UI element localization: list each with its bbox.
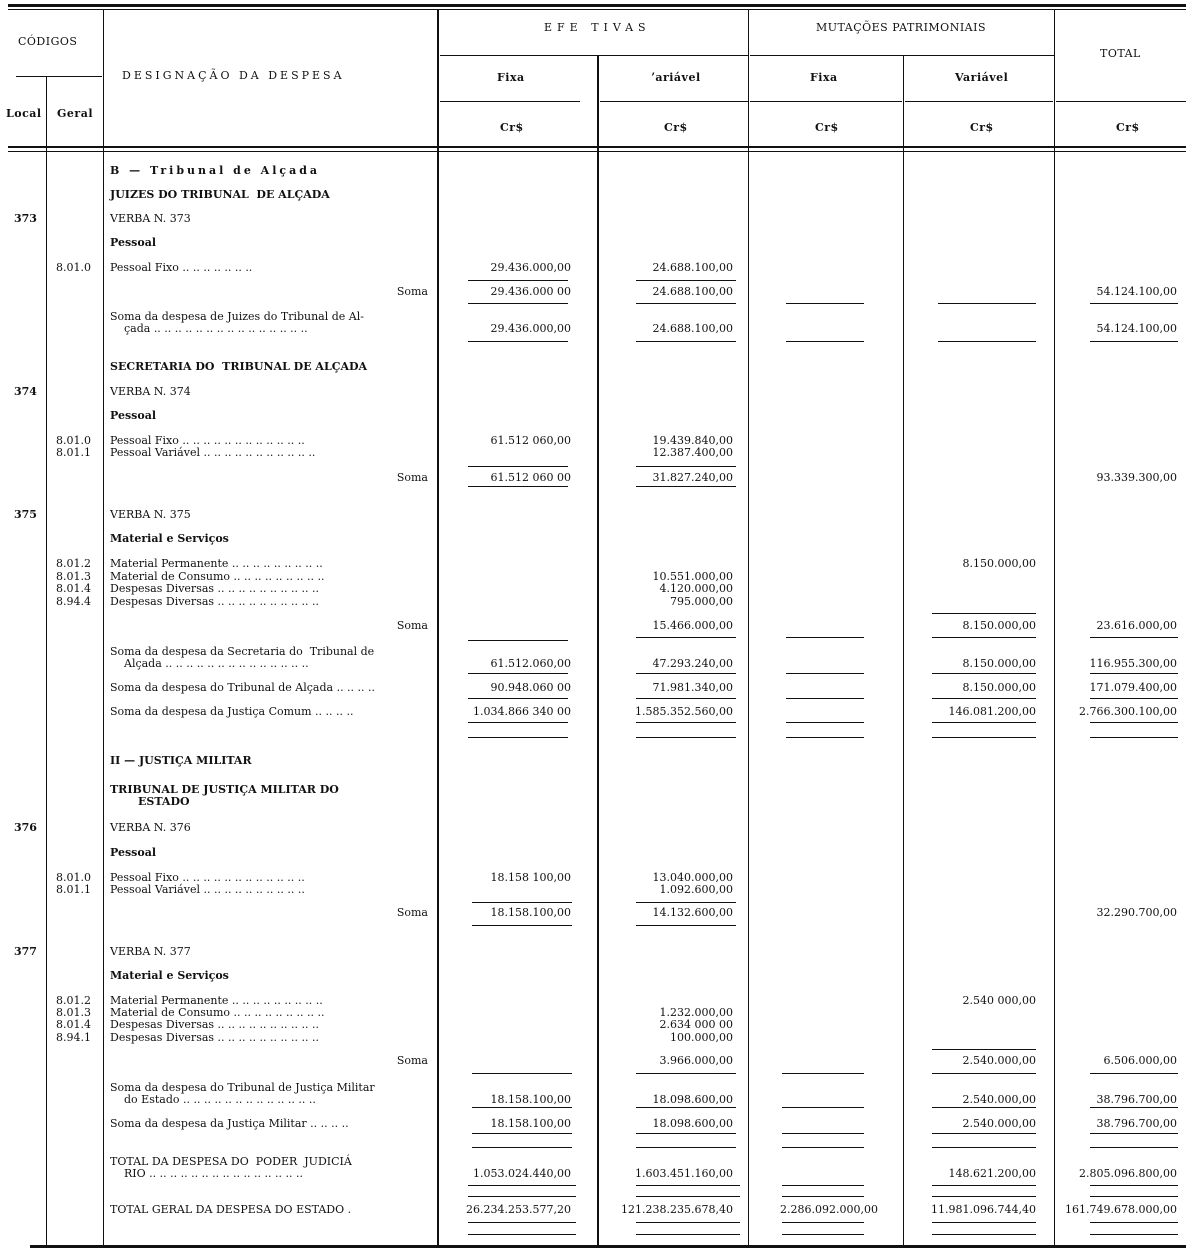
sum-rule: [468, 466, 568, 467]
sum-rule: [938, 303, 1036, 304]
subhead-rule-4: [905, 101, 1053, 102]
row-geral-code: 8.01.4: [56, 582, 91, 595]
row-description: VERBA N. 374: [110, 385, 191, 398]
sum-rule: [786, 637, 864, 638]
row-value-total: 93.339.300,00: [1096, 471, 1177, 484]
sum-rule: [636, 486, 736, 487]
row-value-total: 38.796.700,00: [1096, 1093, 1177, 1106]
sum-rule: [782, 1222, 864, 1223]
mutacoes-rule: [750, 55, 1054, 56]
sum-rule: [786, 737, 864, 738]
sum-rule: [636, 1073, 736, 1074]
sum-rule: [782, 1196, 864, 1197]
row-description-cont: çada .. .. .. .. .. .. .. .. .. .. .. .. .. .. ..: [124, 322, 308, 335]
row-local-code: 373: [14, 212, 37, 225]
row-geral-code: 8.01.1: [56, 446, 91, 459]
row-description: Soma da despesa do Tribunal de Justiça Militar: [110, 1081, 375, 1094]
sum-rule: [472, 925, 572, 926]
sum-rule: [938, 341, 1036, 342]
codigos-rule: [16, 76, 102, 77]
row-value-var: 1.092.600,00: [659, 883, 733, 896]
row-description: II — JUSTIÇA MILITAR: [110, 754, 252, 767]
row-value-var: 1.603.451.160,00: [635, 1167, 733, 1180]
row-value-var: 18.098.600,00: [652, 1117, 733, 1130]
sum-rule: [636, 1147, 736, 1148]
sum-rule: [782, 1107, 864, 1108]
sum-rule: [932, 1073, 1036, 1074]
header-mutacoes: MUTAÇÕES PATRIMONIAIS: [816, 21, 986, 34]
row-value-var: 4.120.000,00: [659, 582, 733, 595]
sum-rule: [636, 466, 736, 467]
row-value-mvar: 8.150.000,00: [962, 557, 1036, 570]
sum-rule: [468, 341, 568, 342]
sum-rule: [1090, 1107, 1178, 1108]
sum-rule: [1090, 1185, 1178, 1186]
row-description: Soma: [396, 619, 428, 632]
row-value-total: 2.805.096.800,00: [1079, 1167, 1177, 1180]
row-description: Despesas Diversas .. .. .. .. .. .. .. .. .. ..: [110, 1018, 319, 1031]
row-description: Despesas Diversas .. .. .. .. .. .. .. .. .. ..: [110, 1031, 319, 1044]
row-description: Material de Consumo .. .. .. .. .. .. .. .. ..: [110, 1006, 325, 1019]
top-rule: [8, 4, 1186, 7]
row-description: Material de Consumo .. .. .. .. .. .. .. .. ..: [110, 570, 325, 583]
row-value-fixa: 29.436.000,00: [490, 322, 571, 335]
row-description: VERBA N. 377: [110, 945, 191, 958]
sum-rule: [932, 613, 1036, 614]
sum-rule: [636, 925, 736, 926]
sum-rule: [1090, 303, 1178, 304]
row-value-mvar: 8.150.000,00: [962, 657, 1036, 670]
row-local-code: 376: [14, 821, 37, 834]
row-value-fixa: 1.034.866 340 00: [473, 705, 571, 718]
row-geral-code: 8.01.3: [56, 1006, 91, 1019]
row-local-code: 374: [14, 385, 37, 398]
row-value-fixa: 18.158.100,00: [490, 1117, 571, 1130]
row-description: Pessoal Variável .. .. .. .. .. .. .. .. .. .. ..: [110, 446, 316, 459]
row-value-var: 14.132.600,00: [652, 906, 733, 919]
sum-rule: [468, 280, 568, 281]
row-description: Material e Serviços: [110, 532, 229, 545]
sum-rule: [932, 1133, 1036, 1134]
row-description: Soma da despesa da Justiça Militar .. .. .. ..: [110, 1117, 349, 1130]
row-value-total: 54.124.100,00: [1096, 285, 1177, 298]
header-codigos: CÓDIGOS: [18, 35, 78, 48]
sum-rule: [1090, 1133, 1178, 1134]
row-value-mvar: 2.540.000,00: [962, 1093, 1036, 1106]
sum-rule: [932, 1222, 1036, 1223]
row-value-total: 161.749.678.000,00: [1065, 1203, 1177, 1216]
row-value-fixa: 29.436.000,00: [490, 261, 571, 274]
sum-rule: [636, 1222, 740, 1223]
sum-rule: [636, 1196, 740, 1197]
col-line-mvar: [1054, 10, 1055, 1246]
row-value-var: 10.551.000,00: [652, 570, 733, 583]
row-geral-code: 8.01.0: [56, 261, 91, 274]
row-description: Material Permanente .. .. .. .. .. .. .. .. ..: [110, 557, 323, 570]
row-value-var: 12.387.400,00: [652, 446, 733, 459]
row-description: B — Tribunal de Alçada: [110, 164, 321, 177]
row-description: Soma da despesa da Justiça Comum .. .. .. ..: [110, 705, 354, 718]
row-value-var: 71.981.340,00: [652, 681, 733, 694]
sum-rule: [636, 737, 736, 738]
row-description: Soma: [396, 285, 428, 298]
sum-rule: [468, 1185, 576, 1186]
row-description: TOTAL DA DESPESA DO PODER JUDICIÁ: [110, 1155, 352, 1168]
bottom-rule: [30, 1245, 1186, 1248]
sum-rule: [932, 1185, 1036, 1186]
row-description: TOTAL GERAL DA DESPESA DO ESTADO .: [110, 1203, 352, 1216]
sum-rule: [1090, 1147, 1178, 1148]
row-value-mvar: 146.081.200,00: [948, 705, 1036, 718]
row-description: Pessoal: [110, 409, 157, 422]
row-value-mvar: 148.621.200,00: [948, 1167, 1036, 1180]
sum-rule: [1090, 722, 1178, 723]
row-description-cont: Alçada .. .. .. .. .. .. .. .. .. .. .. .. .. ..: [124, 657, 309, 670]
row-value-fixa: 18.158.100,00: [490, 1093, 571, 1106]
row-description: Soma: [396, 906, 428, 919]
row-value-fixa: 18.158.100,00: [490, 906, 571, 919]
row-geral-code: 8.94.4: [56, 595, 91, 608]
row-description: Pessoal: [110, 236, 157, 249]
sum-rule: [468, 673, 568, 674]
row-value-fixa: 90.948.060 00: [490, 681, 571, 694]
sum-rule: [786, 673, 864, 674]
row-geral-code: 8.01.2: [56, 557, 91, 570]
row-value-var: 31.827.240,00: [652, 471, 733, 484]
sum-rule: [1090, 1234, 1178, 1235]
row-value-var: 15.466.000,00: [652, 619, 733, 632]
row-description: Soma: [396, 471, 428, 484]
sum-rule: [468, 698, 568, 699]
sum-rule: [636, 902, 736, 903]
sum-rule: [636, 303, 736, 304]
row-value-var: 1.585.352.560,00: [635, 705, 733, 718]
row-description: JUIZES DO TRIBUNAL DE ALÇADA: [110, 188, 330, 201]
row-description: Material Permanente .. .. .. .. .. .. .. .. ..: [110, 994, 323, 1007]
row-description: Material e Serviços: [110, 969, 229, 982]
header-local: Local: [6, 107, 42, 120]
row-local-code: 377: [14, 945, 37, 958]
sum-rule: [786, 303, 864, 304]
row-value-mvar: 2.540 000,00: [962, 994, 1036, 1007]
subhead-rule-3: [750, 101, 902, 102]
sum-rule: [932, 1234, 1036, 1235]
sum-rule: [1090, 341, 1178, 342]
sum-rule: [932, 698, 1036, 699]
row-description: Pessoal: [110, 846, 157, 859]
sum-rule: [782, 1185, 864, 1186]
row-value-mvar: 11.981.096.744,40: [931, 1203, 1036, 1216]
row-description: VERBA N. 376: [110, 821, 191, 834]
sum-rule: [932, 722, 1036, 723]
header-currency-5: Cr$: [1116, 121, 1140, 134]
sum-rule: [932, 637, 1036, 638]
row-geral-code: 8.01.4: [56, 1018, 91, 1031]
row-value-fixa: 1.053.024.440,00: [473, 1167, 571, 1180]
row-value-var: 24.688.100,00: [652, 322, 733, 335]
sum-rule: [636, 637, 736, 638]
sum-rule: [932, 1196, 1036, 1197]
col-line-geral: [103, 10, 104, 1246]
row-geral-code: 8.01.2: [56, 994, 91, 1007]
row-value-fixa: 18.158 100,00: [490, 871, 571, 884]
row-value-var: 24.688.100,00: [652, 261, 733, 274]
header-currency-2: Cr$: [664, 121, 688, 134]
sum-rule: [932, 1147, 1036, 1148]
sum-rule: [472, 902, 572, 903]
sum-rule: [932, 1107, 1036, 1108]
row-value-total: 2.766.300.100,00: [1079, 705, 1177, 718]
sum-rule: [636, 341, 736, 342]
row-description: TRIBUNAL DE JUSTIÇA MILITAR DO: [110, 783, 339, 796]
sum-rule: [468, 640, 568, 641]
sum-rule: [472, 1133, 572, 1134]
row-local-code: 375: [14, 508, 37, 521]
sum-rule: [468, 1222, 576, 1223]
sum-rule: [1090, 1073, 1178, 1074]
sum-rule: [468, 1196, 576, 1197]
sum-rule: [1090, 737, 1178, 738]
subhead-rule-2: [600, 101, 748, 102]
header-efetivas: EFE TIVAS: [544, 21, 651, 34]
row-description: Pessoal Fixo .. .. .. .. .. .. .. .. .. .. .. ..: [110, 434, 305, 447]
sum-rule: [636, 1133, 736, 1134]
row-value-mvar: 8.150.000,00: [962, 681, 1036, 694]
sum-rule: [636, 673, 736, 674]
row-description: Soma da despesa de Juizes do Tribunal de Al-: [110, 310, 364, 323]
sum-rule: [782, 1073, 864, 1074]
row-value-var: 13.040.000,00: [652, 871, 733, 884]
row-geral-code: 8.01.0: [56, 871, 91, 884]
row-value-mfixa: 2.286.092.000,00: [780, 1203, 878, 1216]
row-description: Soma da despesa da Secretaria do Tribunal de: [110, 645, 375, 658]
row-value-var: 795.000,00: [670, 595, 733, 608]
row-value-total: 38.796.700,00: [1096, 1117, 1177, 1130]
sum-rule: [468, 722, 568, 723]
header-fixa-efetivas: Fixa: [497, 71, 525, 84]
row-description-cont: ESTADO: [138, 795, 190, 808]
sum-rule: [472, 1073, 572, 1074]
sum-rule: [932, 1049, 1036, 1050]
header-total: TOTAL: [1100, 47, 1141, 60]
row-value-var: 24.688.100,00: [652, 285, 733, 298]
sum-rule: [636, 1107, 736, 1108]
header-variavel-mutacoes: Variável: [955, 71, 1009, 84]
row-description: SECRETARIA DO TRIBUNAL DE ALÇADA: [110, 360, 368, 373]
row-value-total: 171.079.400,00: [1089, 681, 1177, 694]
header-geral: Geral: [57, 107, 93, 120]
row-description: Pessoal Variável .. .. .. .. .. .. .. .. .. ..: [110, 883, 305, 896]
row-value-mvar: 2.540.000,00: [962, 1054, 1036, 1067]
sum-rule: [782, 1147, 864, 1148]
row-value-total: 116.955.300,00: [1089, 657, 1177, 670]
row-description: VERBA N. 375: [110, 508, 191, 521]
row-value-total: 32.290.700,00: [1096, 906, 1177, 919]
col-line-local: [46, 76, 47, 1246]
row-geral-code: 8.94.1: [56, 1031, 91, 1044]
row-description: Pessoal Fixo .. .. .. .. .. .. ..: [110, 261, 253, 274]
col-line-mfixa: [903, 56, 904, 1246]
header-designacao: DESIGNAÇÃO DA DESPESA: [122, 69, 345, 82]
row-description: VERBA N. 373: [110, 212, 191, 225]
header-fixa-mutacoes: Fixa: [810, 71, 838, 84]
col-line-var: [748, 10, 749, 1246]
sum-rule: [1090, 637, 1178, 638]
row-value-var: 121.238.235.678,40: [621, 1203, 733, 1216]
sum-rule: [468, 303, 568, 304]
row-value-var: 18.098.600,00: [652, 1093, 733, 1106]
row-description: Pessoal Fixo .. .. .. .. .. .. .. .. .. .. .. ..: [110, 871, 305, 884]
row-value-var: 2.634 000 00: [659, 1018, 733, 1031]
col-line-fixa: [597, 56, 599, 1246]
row-value-var: 100.000,00: [670, 1031, 733, 1044]
header-variavel-efetivas: ʼariável: [651, 71, 701, 84]
header-currency-1: Cr$: [500, 121, 524, 134]
col-line-desc: [437, 10, 439, 1246]
row-description: Soma da despesa do Tribunal de Alçada .. .. .. ..: [110, 681, 376, 694]
subhead-rule-1: [440, 101, 580, 102]
sum-rule: [1090, 673, 1178, 674]
sum-rule: [1090, 698, 1178, 699]
row-description: Despesas Diversas .. .. .. .. .. .. .. .. .. ..: [110, 582, 319, 595]
row-value-total: 54.124.100,00: [1096, 322, 1177, 335]
sum-rule: [782, 1234, 864, 1235]
sum-rule: [636, 722, 736, 723]
header-currency-3: Cr$: [815, 121, 839, 134]
row-description-cont: RIO .. .. .. .. .. .. .. .. .. .. .. .. .. .. ..: [124, 1167, 303, 1180]
row-geral-code: 8.01.1: [56, 883, 91, 896]
sum-rule: [782, 1133, 864, 1134]
row-value-fixa: 61.512 060 00: [490, 471, 571, 484]
row-geral-code: 8.01.3: [56, 570, 91, 583]
row-description-cont: do Estado .. .. .. .. .. .. .. .. .. .. .. .. ..: [124, 1093, 316, 1106]
row-value-fixa: 61.512.060,00: [490, 657, 571, 670]
sum-rule: [636, 1185, 740, 1186]
sum-rule: [636, 1234, 740, 1235]
row-description: Soma: [396, 1054, 428, 1067]
sum-rule: [472, 1147, 572, 1148]
sum-rule: [468, 486, 568, 487]
row-value-mvar: 8.150.000,00: [962, 619, 1036, 632]
row-description: Despesas Diversas .. .. .. .. .. .. .. .. .. ..: [110, 595, 319, 608]
row-geral-code: 8.01.0: [56, 434, 91, 447]
row-value-total: 6.506.000,00: [1103, 1054, 1177, 1067]
row-value-var: 3.966.000,00: [659, 1054, 733, 1067]
efetivas-rule: [440, 55, 748, 56]
sum-rule: [786, 698, 864, 699]
sum-rule: [636, 698, 736, 699]
sum-rule: [472, 1107, 572, 1108]
row-value-var: 47.293.240,00: [652, 657, 733, 670]
sum-rule: [636, 280, 736, 281]
header-currency-4: Cr$: [970, 121, 994, 134]
sum-rule: [1090, 1196, 1178, 1197]
sum-rule: [468, 737, 568, 738]
subhead-rule-5: [1056, 101, 1186, 102]
row-value-var: 19.439.840,00: [652, 434, 733, 447]
sum-rule: [468, 1234, 576, 1235]
top-rule-thin: [8, 9, 1186, 10]
row-value-fixa: 29.436.000 00: [490, 285, 571, 298]
row-value-var: 1.232.000,00: [659, 1006, 733, 1019]
sum-rule: [1090, 1222, 1178, 1223]
sum-rule: [786, 722, 864, 723]
row-value-total: 23.616.000,00: [1096, 619, 1177, 632]
row-value-mvar: 2.540.000,00: [962, 1117, 1036, 1130]
sum-rule: [786, 341, 864, 342]
sum-rule: [932, 737, 1036, 738]
sum-rule: [932, 673, 1036, 674]
row-value-fixa: 61.512 060,00: [490, 434, 571, 447]
row-value-fixa: 26.234.253.577,20: [466, 1203, 571, 1216]
